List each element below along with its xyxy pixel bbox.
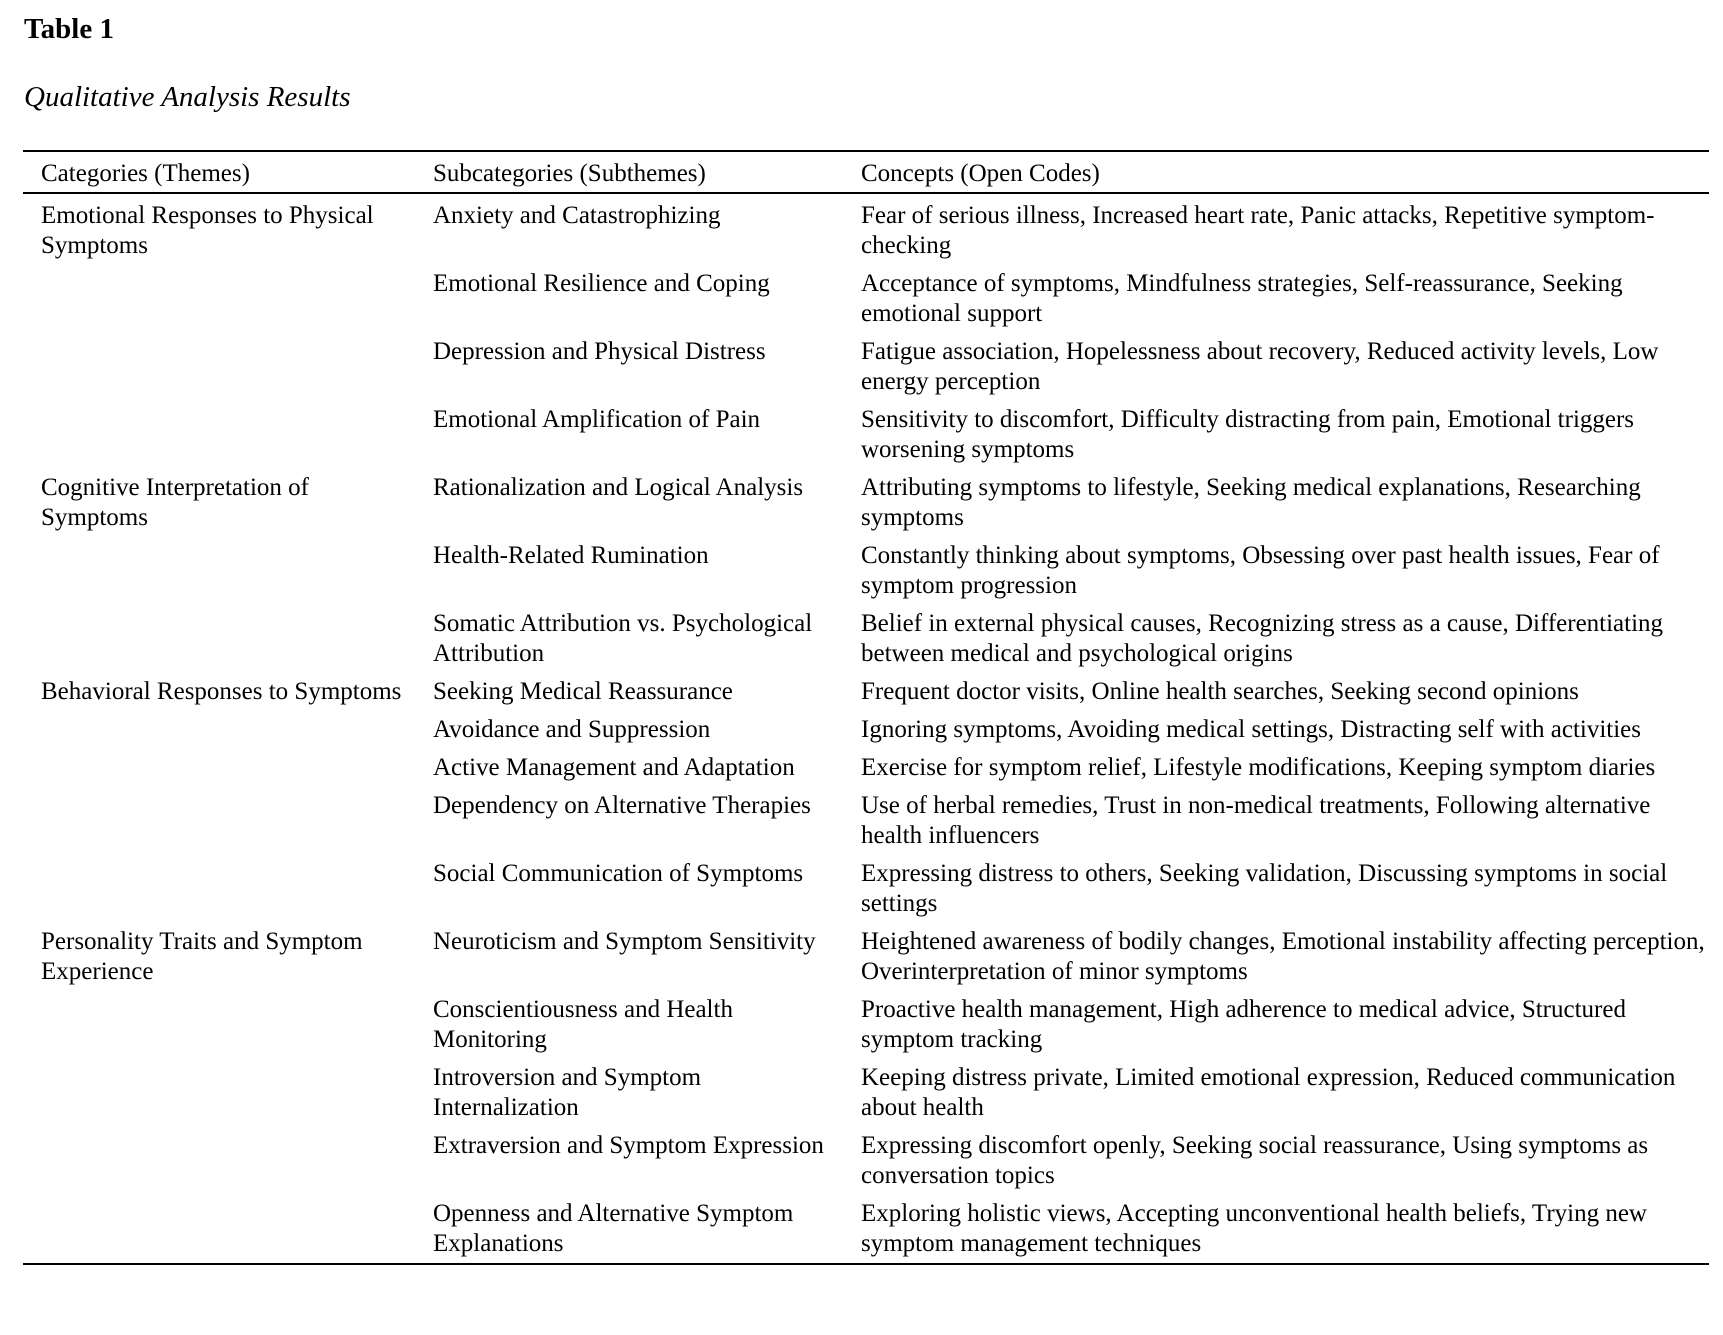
category-cell <box>23 1199 415 1264</box>
category-cell: Emotional Responses to Physical Symptoms <box>41 202 374 259</box>
concepts-cell: Proactive health management, High adherence to medical advice, Structured symptom tracking <box>861 996 1626 1053</box>
concepts-cell: Constantly thinking about symptoms, Obsessing over past health issues, Fear of symptom progression <box>861 542 1660 599</box>
table-row <box>23 405 1709 473</box>
table-row <box>23 541 1709 609</box>
concepts-cell: Frequent doctor visits, Online health searches, Seeking second opinions <box>861 678 1579 705</box>
table-row <box>23 753 1709 791</box>
results-table-container <box>23 150 1709 1265</box>
category-cell <box>23 609 415 677</box>
category-cell: Personality Traits and Symptom Experience <box>41 928 363 985</box>
category-cell <box>23 753 415 791</box>
table-row <box>23 337 1709 405</box>
subcategory-cell: Introversion and Symptom Internalization <box>433 1064 702 1121</box>
table-header-row <box>23 151 1709 193</box>
table-row <box>23 715 1709 753</box>
subcategory-cell: Conscientiousness and Health Monitoring <box>433 996 733 1053</box>
subcategory-cell: Extraversion and Symptom Expression <box>433 1132 824 1159</box>
subcategory-cell: Avoidance and Suppression <box>433 716 711 743</box>
subcategory-cell: Depression and Physical Distress <box>433 338 766 365</box>
concepts-cell: Use of herbal remedies, Trust in non-medical treatments, Following alternative health influencers <box>861 792 1651 849</box>
subcategory-cell: Dependency on Alternative Therapies <box>433 792 811 819</box>
table-row <box>23 1063 1709 1131</box>
category-cell <box>23 269 415 337</box>
subcategory-cell: Emotional Amplification of Pain <box>433 406 761 433</box>
table-row <box>23 859 1709 927</box>
subcategory-cell: Neuroticism and Symptom Sensitivity <box>433 928 816 955</box>
subcategory-cell: Emotional Resilience and Coping <box>433 270 770 297</box>
concepts-cell: Exploring holistic views, Accepting unconventional health beliefs, Trying new symptom management techniques <box>843 1199 1709 1264</box>
subcategory-cell: Health-Related Rumination <box>433 542 709 569</box>
table-body <box>23 193 1709 1264</box>
category-cell <box>23 715 415 753</box>
concepts-cell: Attributing symptoms to lifestyle, Seeking medical explanations, Researching symptoms <box>861 474 1641 531</box>
table-row <box>23 473 1709 541</box>
table-title: Qualitative Analysis Results <box>24 81 351 113</box>
category-cell <box>23 1063 415 1131</box>
category-cell <box>23 1131 415 1199</box>
table-row <box>23 269 1709 337</box>
category-cell <box>23 995 415 1063</box>
concepts-cell: Heightened awareness of bodily changes, Emotional instability affecting perception, Overinterpretation of minor symptoms <box>861 928 1705 985</box>
table-label: Table 1 <box>24 13 114 45</box>
concepts-cell: Expressing discomfort openly, Seeking social reassurance, Using symptoms as conversation topics <box>861 1132 1649 1189</box>
concepts-cell: Belief in external physical causes, Recognizing stress as a cause, Differentiating between medical and psychological origins <box>861 610 1664 667</box>
concepts-cell: Exercise for symptom relief, Lifestyle modifications, Keeping symptom diaries <box>861 754 1656 781</box>
table-row <box>23 677 1709 715</box>
concepts-cell: Keeping distress private, Limited emotional expression, Reduced communication about health <box>861 1064 1676 1121</box>
concepts-cell: Ignoring symptoms, Avoiding medical settings, Distracting self with activities <box>861 716 1641 743</box>
table-row <box>23 1131 1709 1199</box>
results-table <box>23 150 1709 1265</box>
category-cell: Cognitive Interpretation of Symptoms <box>41 474 309 531</box>
category-cell <box>23 541 415 609</box>
concepts-cell: Acceptance of symptoms, Mindfulness strategies, Self-reassurance, Seeking emotional support <box>861 270 1623 327</box>
table-row <box>23 1199 1709 1264</box>
subcategory-cell: Active Management and Adaptation <box>433 754 795 781</box>
concepts-cell: Sensitivity to discomfort, Difficulty distracting from pain, Emotional triggers worsening symptoms <box>861 406 1635 463</box>
category-cell <box>23 791 415 859</box>
subcategory-cell: Openness and Alternative Symptom Explanations <box>415 1199 843 1264</box>
category-cell: Behavioral Responses to Symptoms <box>41 678 402 705</box>
category-cell <box>23 337 415 405</box>
subcategory-cell: Rationalization and Logical Analysis <box>433 474 804 501</box>
concepts-cell: Expressing distress to others, Seeking validation, Discussing symptoms in social settings <box>861 860 1668 917</box>
subcategory-cell: Seeking Medical Reassurance <box>433 678 733 705</box>
table-row <box>23 927 1709 995</box>
table-row <box>23 791 1709 859</box>
subcategory-cell: Social Communication of Symptoms <box>433 860 804 887</box>
subcategory-cell: Anxiety and Catastrophizing <box>433 202 721 229</box>
table-row <box>23 609 1709 677</box>
table-row <box>23 995 1709 1063</box>
concepts-cell: Fear of serious illness, Increased heart rate, Panic attacks, Repetitive symptom-checking <box>861 202 1655 259</box>
concepts-cell: Fatigue association, Hopelessness about recovery, Reduced activity levels, Low energy perception <box>861 338 1659 395</box>
category-cell <box>23 405 415 473</box>
header-subcategories: Subcategories (Subthemes) <box>415 151 843 193</box>
header-categories: Categories (Themes) <box>23 151 415 193</box>
category-cell <box>23 859 415 927</box>
subcategory-cell: Somatic Attribution vs. Psychological Attribution <box>433 610 813 667</box>
header-concepts: Concepts (Open Codes) <box>843 151 1709 193</box>
table-row <box>23 193 1709 269</box>
